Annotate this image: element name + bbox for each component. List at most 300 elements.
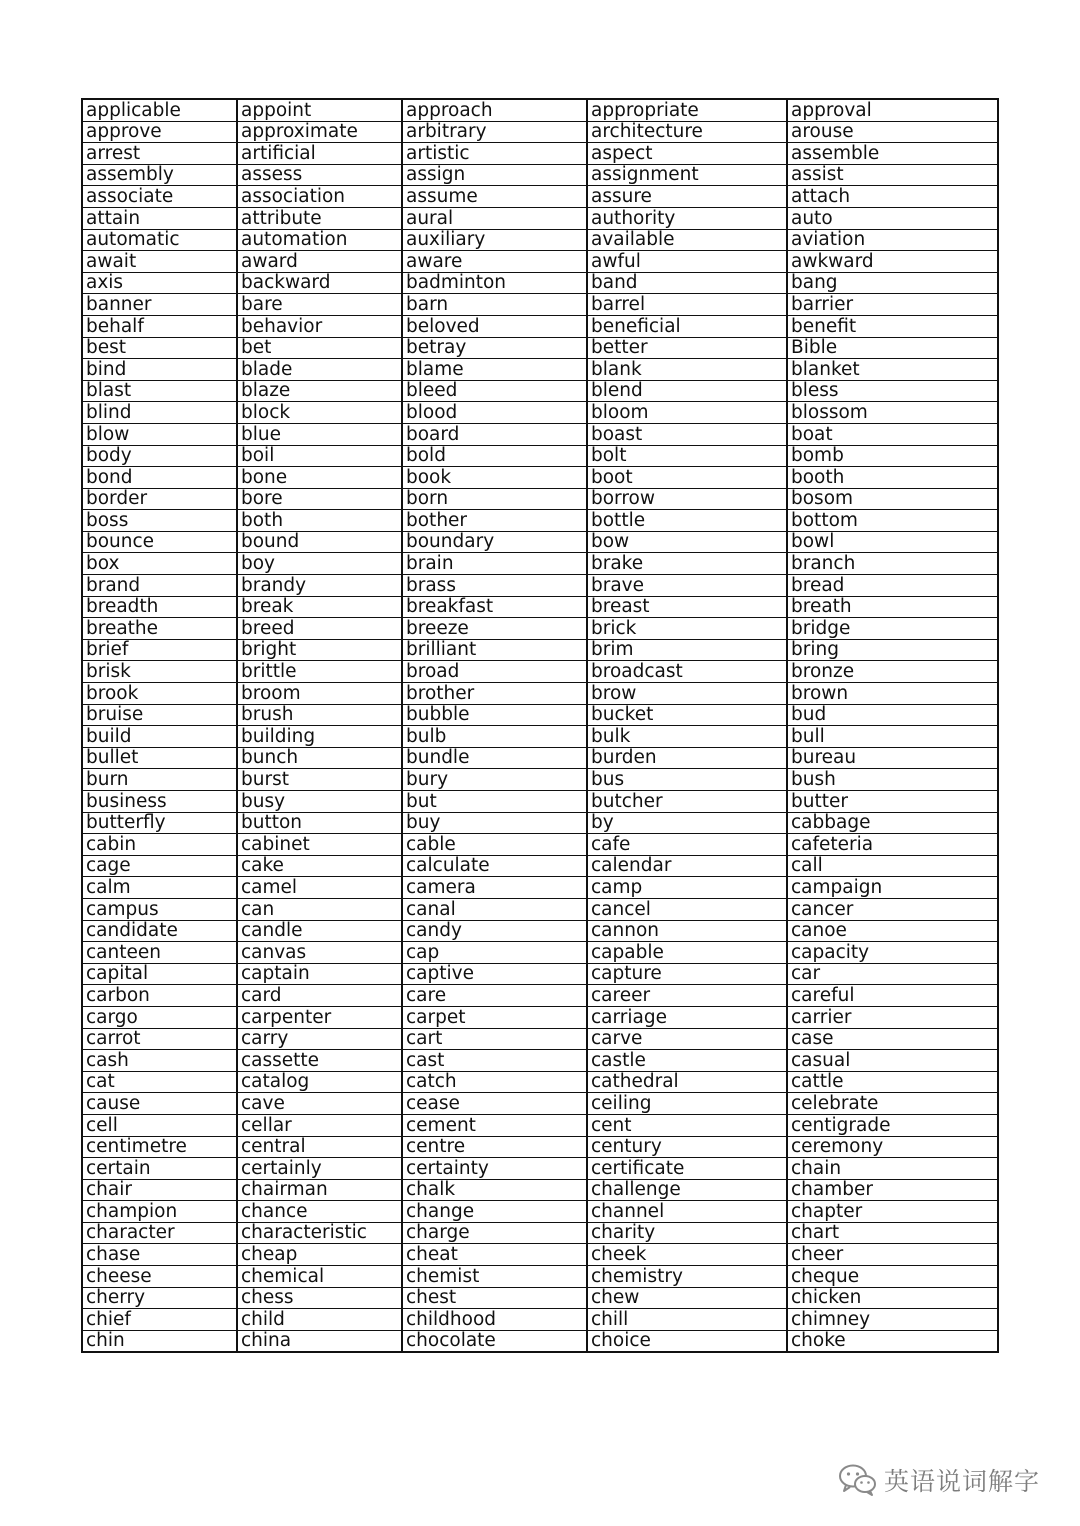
table-cell: bread bbox=[787, 575, 998, 597]
table-cell: born bbox=[402, 488, 587, 510]
table-cell: beneficial bbox=[587, 315, 787, 337]
table-row bbox=[82, 294, 998, 316]
table-cell: cable bbox=[402, 834, 587, 856]
table-row bbox=[82, 272, 998, 294]
table-cell: applicable bbox=[82, 99, 237, 121]
table-cell: but bbox=[402, 791, 587, 813]
table-cell: cabin bbox=[82, 834, 237, 856]
table-cell: captive bbox=[402, 963, 587, 985]
table-cell: canteen bbox=[82, 942, 237, 964]
table-cell: cave bbox=[237, 1093, 402, 1115]
table-cell: cheer bbox=[787, 1244, 998, 1266]
table-cell: burn bbox=[82, 769, 237, 791]
table-cell: authority bbox=[587, 207, 787, 229]
table-cell: bunch bbox=[237, 747, 402, 769]
table-cell: can bbox=[237, 898, 402, 920]
table-row bbox=[82, 337, 998, 359]
table-cell: busy bbox=[237, 791, 402, 813]
table-row bbox=[82, 359, 998, 381]
table-cell: assume bbox=[402, 186, 587, 208]
table-cell: board bbox=[402, 423, 587, 445]
table-cell: bounce bbox=[82, 531, 237, 553]
table-row bbox=[82, 963, 998, 985]
table-cell: carry bbox=[237, 1028, 402, 1050]
table-cell: cage bbox=[82, 855, 237, 877]
table-cell: capture bbox=[587, 963, 787, 985]
table-cell: available bbox=[587, 229, 787, 251]
table-row bbox=[82, 920, 998, 942]
table-cell: cease bbox=[402, 1093, 587, 1115]
table-cell: benefit bbox=[787, 315, 998, 337]
table-cell: attach bbox=[787, 186, 998, 208]
table-cell: attain bbox=[82, 207, 237, 229]
table-cell: chemist bbox=[402, 1266, 587, 1288]
table-cell: cart bbox=[402, 1028, 587, 1050]
table-row bbox=[82, 315, 998, 337]
table-cell: chemistry bbox=[587, 1266, 787, 1288]
table-cell: cent bbox=[587, 1114, 787, 1136]
table-cell: band bbox=[587, 272, 787, 294]
table-cell: centre bbox=[402, 1136, 587, 1158]
table-cell: cancer bbox=[787, 898, 998, 920]
table-cell: build bbox=[82, 726, 237, 748]
table-cell: brook bbox=[82, 683, 237, 705]
table-cell: candy bbox=[402, 920, 587, 942]
table-row bbox=[82, 553, 998, 575]
table-cell: calculate bbox=[402, 855, 587, 877]
table-cell: chocolate bbox=[402, 1330, 587, 1352]
table-cell: book bbox=[402, 467, 587, 489]
table-cell: award bbox=[237, 251, 402, 273]
table-cell: aware bbox=[402, 251, 587, 273]
watermark bbox=[838, 1460, 1040, 1500]
table-cell: border bbox=[82, 488, 237, 510]
word-table-body bbox=[82, 99, 998, 1352]
table-cell: brass bbox=[402, 575, 587, 597]
table-cell: banner bbox=[82, 294, 237, 316]
table-row bbox=[82, 575, 998, 597]
table-cell: cheap bbox=[237, 1244, 402, 1266]
table-cell: chalk bbox=[402, 1179, 587, 1201]
table-cell: calm bbox=[82, 877, 237, 899]
table-cell: automation bbox=[237, 229, 402, 251]
table-row bbox=[82, 1093, 998, 1115]
table-cell: blind bbox=[82, 402, 237, 424]
table-cell: assemble bbox=[787, 143, 998, 165]
wechat-icon bbox=[838, 1463, 878, 1497]
table-cell: brave bbox=[587, 575, 787, 597]
table-cell: boil bbox=[237, 445, 402, 467]
table-cell: assure bbox=[587, 186, 787, 208]
table-row bbox=[82, 531, 998, 553]
table-row bbox=[82, 618, 998, 640]
table-cell: bare bbox=[237, 294, 402, 316]
table-cell: boot bbox=[587, 467, 787, 489]
table-cell: breeze bbox=[402, 618, 587, 640]
table-cell: brow bbox=[587, 683, 787, 705]
table-cell: carpet bbox=[402, 1006, 587, 1028]
table-cell: burst bbox=[237, 769, 402, 791]
table-row bbox=[82, 791, 998, 813]
table-cell: cargo bbox=[82, 1006, 237, 1028]
table-cell: backward bbox=[237, 272, 402, 294]
table-cell: ceiling bbox=[587, 1093, 787, 1115]
table-cell: canvas bbox=[237, 942, 402, 964]
table-row bbox=[82, 445, 998, 467]
table-row bbox=[82, 251, 998, 273]
table-cell: bold bbox=[402, 445, 587, 467]
table-cell: breast bbox=[587, 596, 787, 618]
table-cell: certainly bbox=[237, 1158, 402, 1180]
table-cell: cheek bbox=[587, 1244, 787, 1266]
table-cell: campus bbox=[82, 898, 237, 920]
table-cell: cabbage bbox=[787, 812, 998, 834]
table-row bbox=[82, 1201, 998, 1223]
table-cell: break bbox=[237, 596, 402, 618]
table-cell: bus bbox=[587, 769, 787, 791]
table-cell: box bbox=[82, 553, 237, 575]
table-cell: choice bbox=[587, 1330, 787, 1352]
table-row bbox=[82, 639, 998, 661]
table-cell: blue bbox=[237, 423, 402, 445]
table-cell: candidate bbox=[82, 920, 237, 942]
table-cell: await bbox=[82, 251, 237, 273]
table-cell: centimetre bbox=[82, 1136, 237, 1158]
table-cell: cafe bbox=[587, 834, 787, 856]
table-cell: chairman bbox=[237, 1179, 402, 1201]
table-cell: bow bbox=[587, 531, 787, 553]
table-cell: blow bbox=[82, 423, 237, 445]
table-cell: awkward bbox=[787, 251, 998, 273]
table-row bbox=[82, 99, 998, 121]
table-row bbox=[82, 683, 998, 705]
table-row bbox=[82, 143, 998, 165]
table-cell: change bbox=[402, 1201, 587, 1223]
table-cell: barn bbox=[402, 294, 587, 316]
table-cell: chief bbox=[82, 1309, 237, 1331]
table-row bbox=[82, 812, 998, 834]
table-cell: childhood bbox=[402, 1309, 587, 1331]
table-cell: brief bbox=[82, 639, 237, 661]
table-cell: certain bbox=[82, 1158, 237, 1180]
table-cell: associate bbox=[82, 186, 237, 208]
table-cell: brisk bbox=[82, 661, 237, 683]
table-cell: bulk bbox=[587, 726, 787, 748]
table-cell: boat bbox=[787, 423, 998, 445]
table-cell: best bbox=[82, 337, 237, 359]
table-cell: arbitrary bbox=[402, 121, 587, 143]
table-cell: cellar bbox=[237, 1114, 402, 1136]
table-cell: cap bbox=[402, 942, 587, 964]
table-cell: camera bbox=[402, 877, 587, 899]
table-row bbox=[82, 596, 998, 618]
table-cell: case bbox=[787, 1028, 998, 1050]
table-cell: cause bbox=[82, 1093, 237, 1115]
table-cell: axis bbox=[82, 272, 237, 294]
table-cell: business bbox=[82, 791, 237, 813]
table-cell: challenge bbox=[587, 1179, 787, 1201]
table-cell: breadth bbox=[82, 596, 237, 618]
table-cell: charity bbox=[587, 1222, 787, 1244]
table-cell: block bbox=[237, 402, 402, 424]
table-cell: cement bbox=[402, 1114, 587, 1136]
table-cell: central bbox=[237, 1136, 402, 1158]
table-row bbox=[82, 423, 998, 445]
table-cell: carrier bbox=[787, 1006, 998, 1028]
table-cell: canal bbox=[402, 898, 587, 920]
table-cell: chin bbox=[82, 1330, 237, 1352]
table-cell: branch bbox=[787, 553, 998, 575]
table-cell: chain bbox=[787, 1158, 998, 1180]
table-cell: carve bbox=[587, 1028, 787, 1050]
table-cell: blank bbox=[587, 359, 787, 381]
table-row bbox=[82, 985, 998, 1007]
table-cell: brand bbox=[82, 575, 237, 597]
table-cell: brim bbox=[587, 639, 787, 661]
table-cell: choke bbox=[787, 1330, 998, 1352]
table-cell: careful bbox=[787, 985, 998, 1007]
table-cell: chew bbox=[587, 1287, 787, 1309]
table-cell: bowl bbox=[787, 531, 998, 553]
table-cell: approximate bbox=[237, 121, 402, 143]
table-cell: casual bbox=[787, 1050, 998, 1072]
table-cell: chase bbox=[82, 1244, 237, 1266]
table-row bbox=[82, 1114, 998, 1136]
table-cell: blend bbox=[587, 380, 787, 402]
table-cell: certainty bbox=[402, 1158, 587, 1180]
table-cell: carpenter bbox=[237, 1006, 402, 1028]
table-row bbox=[82, 229, 998, 251]
table-row bbox=[82, 1244, 998, 1266]
table-row bbox=[82, 834, 998, 856]
table-cell: boss bbox=[82, 510, 237, 532]
table-cell: behavior bbox=[237, 315, 402, 337]
table-row bbox=[82, 1179, 998, 1201]
table-cell: badminton bbox=[402, 272, 587, 294]
table-cell: bet bbox=[237, 337, 402, 359]
table-cell: broadcast bbox=[587, 661, 787, 683]
table-cell: appropriate bbox=[587, 99, 787, 121]
table-cell: chance bbox=[237, 1201, 402, 1223]
table-row bbox=[82, 121, 998, 143]
table-cell: bright bbox=[237, 639, 402, 661]
table-cell: cathedral bbox=[587, 1071, 787, 1093]
table-row bbox=[82, 769, 998, 791]
table-cell: appoint bbox=[237, 99, 402, 121]
table-cell: cash bbox=[82, 1050, 237, 1072]
table-cell: bleed bbox=[402, 380, 587, 402]
table-cell: bucket bbox=[587, 704, 787, 726]
table-cell: bond bbox=[82, 467, 237, 489]
table-cell: assignment bbox=[587, 164, 787, 186]
table-cell: aspect bbox=[587, 143, 787, 165]
table-cell: cheese bbox=[82, 1266, 237, 1288]
table-cell: bottle bbox=[587, 510, 787, 532]
table-cell: Bible bbox=[787, 337, 998, 359]
table-cell: assign bbox=[402, 164, 587, 186]
table-cell: cat bbox=[82, 1071, 237, 1093]
table-cell: carbon bbox=[82, 985, 237, 1007]
table-cell: catalog bbox=[237, 1071, 402, 1093]
table-cell: bosom bbox=[787, 488, 998, 510]
table-cell: better bbox=[587, 337, 787, 359]
table-cell: cannon bbox=[587, 920, 787, 942]
table-cell: bronze bbox=[787, 661, 998, 683]
table-cell: captain bbox=[237, 963, 402, 985]
table-row bbox=[82, 1287, 998, 1309]
table-cell: artistic bbox=[402, 143, 587, 165]
table-cell: blast bbox=[82, 380, 237, 402]
table-cell: chemical bbox=[237, 1266, 402, 1288]
table-cell: auto bbox=[787, 207, 998, 229]
table-cell: blaze bbox=[237, 380, 402, 402]
table-cell: cherry bbox=[82, 1287, 237, 1309]
table-cell: bridge bbox=[787, 618, 998, 640]
table-cell: both bbox=[237, 510, 402, 532]
table-cell: certificate bbox=[587, 1158, 787, 1180]
table-cell: child bbox=[237, 1309, 402, 1331]
table-cell: capital bbox=[82, 963, 237, 985]
table-cell: broom bbox=[237, 683, 402, 705]
table-cell: aviation bbox=[787, 229, 998, 251]
table-cell: brick bbox=[587, 618, 787, 640]
table-cell: bullet bbox=[82, 747, 237, 769]
table-cell: celebrate bbox=[787, 1093, 998, 1115]
table-cell: candle bbox=[237, 920, 402, 942]
table-cell: cheat bbox=[402, 1244, 587, 1266]
table-cell: boast bbox=[587, 423, 787, 445]
table-cell: cancel bbox=[587, 898, 787, 920]
table-cell: booth bbox=[787, 467, 998, 489]
table-cell: brandy bbox=[237, 575, 402, 597]
table-row bbox=[82, 164, 998, 186]
table-cell: campaign bbox=[787, 877, 998, 899]
table-cell: breakfast bbox=[402, 596, 587, 618]
table-cell: boundary bbox=[402, 531, 587, 553]
table-cell: broad bbox=[402, 661, 587, 683]
table-cell: bottom bbox=[787, 510, 998, 532]
table-row bbox=[82, 1330, 998, 1352]
table-cell: brake bbox=[587, 553, 787, 575]
table-row bbox=[82, 207, 998, 229]
table-cell: car bbox=[787, 963, 998, 985]
table-row bbox=[82, 488, 998, 510]
table-cell: carriage bbox=[587, 1006, 787, 1028]
table-cell: career bbox=[587, 985, 787, 1007]
table-cell: care bbox=[402, 985, 587, 1007]
table-cell: capacity bbox=[787, 942, 998, 964]
table-cell: bomb bbox=[787, 445, 998, 467]
table-row bbox=[82, 726, 998, 748]
table-row bbox=[82, 661, 998, 683]
table-cell: blood bbox=[402, 402, 587, 424]
table-row bbox=[82, 1158, 998, 1180]
table-cell: call bbox=[787, 855, 998, 877]
table-cell: century bbox=[587, 1136, 787, 1158]
table-cell: ceremony bbox=[787, 1136, 998, 1158]
table-cell: chest bbox=[402, 1287, 587, 1309]
table-cell: chill bbox=[587, 1309, 787, 1331]
table-cell: cast bbox=[402, 1050, 587, 1072]
table-cell: chair bbox=[82, 1179, 237, 1201]
table-row bbox=[82, 467, 998, 489]
table-cell: architecture bbox=[587, 121, 787, 143]
table-row bbox=[82, 1266, 998, 1288]
table-cell: bore bbox=[237, 488, 402, 510]
table-cell: camp bbox=[587, 877, 787, 899]
table-row bbox=[82, 186, 998, 208]
table-cell: bang bbox=[787, 272, 998, 294]
table-cell: assess bbox=[237, 164, 402, 186]
table-cell: approval bbox=[787, 99, 998, 121]
table-cell: bubble bbox=[402, 704, 587, 726]
table-cell: cabinet bbox=[237, 834, 402, 856]
table-cell: bound bbox=[237, 531, 402, 553]
table-cell: card bbox=[237, 985, 402, 1007]
table-row bbox=[82, 855, 998, 877]
table-cell: borrow bbox=[587, 488, 787, 510]
table-cell: blossom bbox=[787, 402, 998, 424]
table-cell: bulb bbox=[402, 726, 587, 748]
table-cell: bring bbox=[787, 639, 998, 661]
table-cell: bull bbox=[787, 726, 998, 748]
table-cell: awful bbox=[587, 251, 787, 273]
table-cell: arrest bbox=[82, 143, 237, 165]
table-cell: barrel bbox=[587, 294, 787, 316]
table-cell: bureau bbox=[787, 747, 998, 769]
table-cell: brown bbox=[787, 683, 998, 705]
table-cell: brush bbox=[237, 704, 402, 726]
table-cell: cell bbox=[82, 1114, 237, 1136]
table-cell: buy bbox=[402, 812, 587, 834]
table-cell: capable bbox=[587, 942, 787, 964]
table-cell: brother bbox=[402, 683, 587, 705]
table-cell: artificial bbox=[237, 143, 402, 165]
table-cell: bury bbox=[402, 769, 587, 791]
table-cell: association bbox=[237, 186, 402, 208]
table-cell: bother bbox=[402, 510, 587, 532]
table-cell: breathe bbox=[82, 618, 237, 640]
table-cell: by bbox=[587, 812, 787, 834]
table-cell: betray bbox=[402, 337, 587, 359]
table-cell: character bbox=[82, 1222, 237, 1244]
table-cell: chamber bbox=[787, 1179, 998, 1201]
table-cell: burden bbox=[587, 747, 787, 769]
table-cell: bolt bbox=[587, 445, 787, 467]
table-row bbox=[82, 380, 998, 402]
table-cell: canoe bbox=[787, 920, 998, 942]
table-cell: assist bbox=[787, 164, 998, 186]
table-cell: carrot bbox=[82, 1028, 237, 1050]
table-cell: brittle bbox=[237, 661, 402, 683]
table-cell: auxiliary bbox=[402, 229, 587, 251]
table-cell: automatic bbox=[82, 229, 237, 251]
table-row bbox=[82, 1071, 998, 1093]
table-cell: bind bbox=[82, 359, 237, 381]
table-cell: chimney bbox=[787, 1309, 998, 1331]
table-cell: butter bbox=[787, 791, 998, 813]
table-row bbox=[82, 898, 998, 920]
table-row bbox=[82, 747, 998, 769]
table-cell: channel bbox=[587, 1201, 787, 1223]
table-cell: breed bbox=[237, 618, 402, 640]
table-row bbox=[82, 1136, 998, 1158]
table-cell: china bbox=[237, 1330, 402, 1352]
table-cell: approach bbox=[402, 99, 587, 121]
table-row bbox=[82, 704, 998, 726]
table-row bbox=[82, 402, 998, 424]
table-cell: assembly bbox=[82, 164, 237, 186]
